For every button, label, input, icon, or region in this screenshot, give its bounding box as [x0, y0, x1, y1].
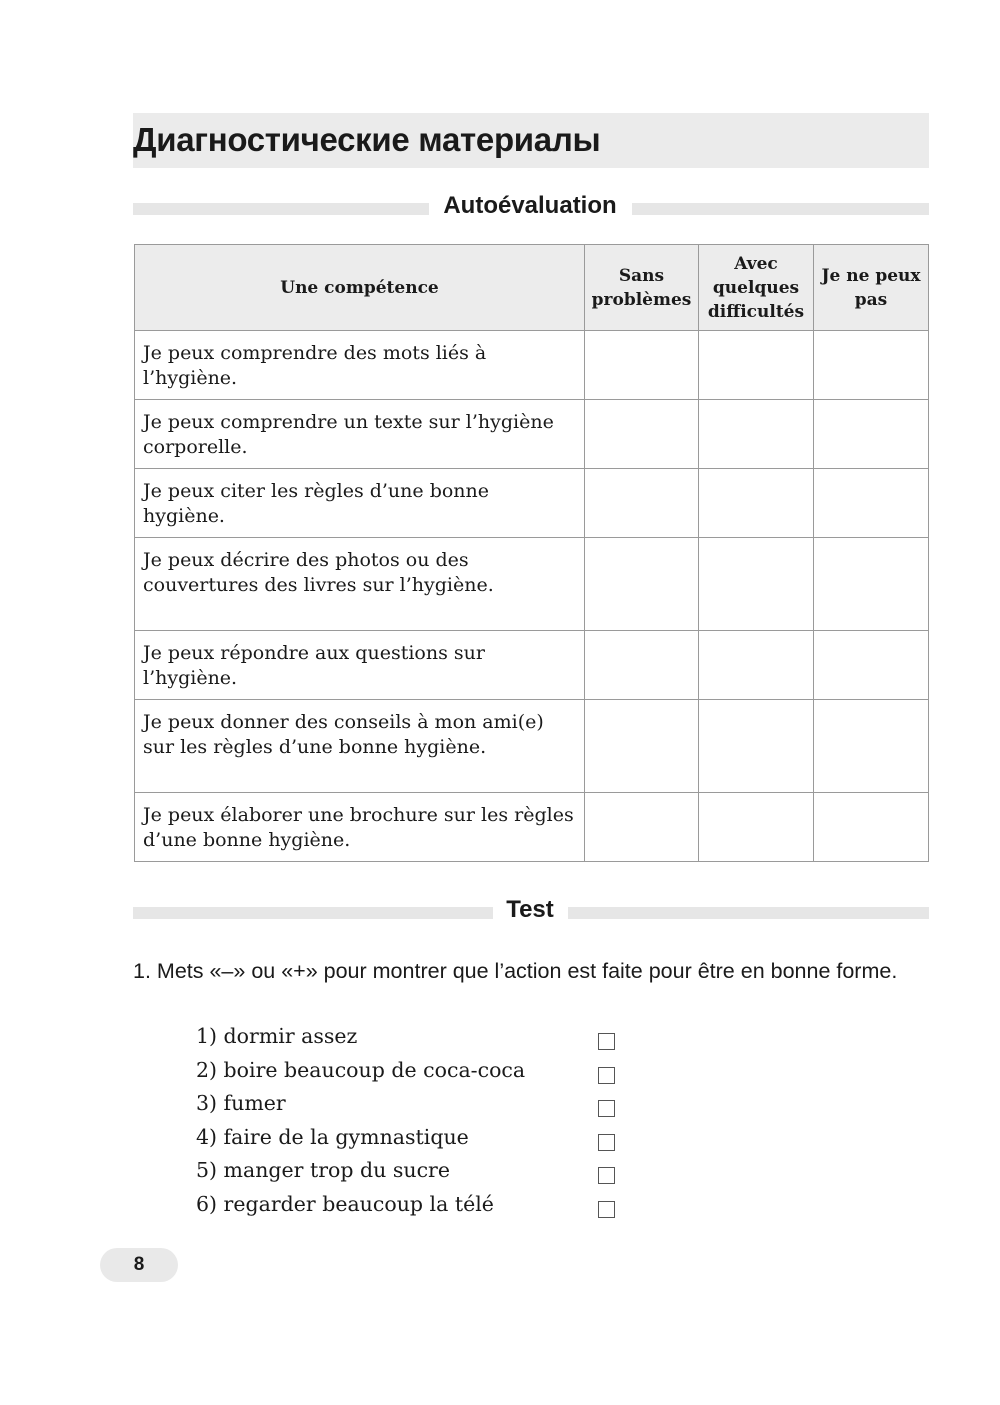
answer-checkbox[interactable]	[598, 1167, 615, 1184]
rating-cell-avec-difficultes[interactable]	[699, 400, 814, 469]
rating-cell-sans-problemes[interactable]	[585, 331, 699, 400]
header-rule-right	[632, 203, 929, 215]
column-header-avec-difficultes: Avec quelques difficultés	[699, 245, 814, 331]
competence-cell: Je peux comprendre un texte sur l’hygiène corporelle.	[135, 400, 585, 469]
list-item	[196, 1125, 626, 1159]
header-rule-left	[133, 907, 493, 919]
column-header-competence: Une compétence	[135, 245, 585, 331]
answer-checkbox[interactable]	[598, 1067, 615, 1084]
header-rule-right	[568, 907, 929, 919]
item-label: 1) dormir assez	[196, 1024, 358, 1048]
table-header-row	[135, 245, 929, 331]
rating-cell-je-ne-peux-pas[interactable]	[814, 538, 929, 631]
list-item	[196, 1158, 626, 1192]
item-label: 6) regarder beaucoup la télé	[196, 1191, 494, 1216]
rating-cell-je-ne-peux-pas[interactable]	[814, 631, 929, 700]
header-rule-left	[133, 203, 429, 215]
rating-cell-je-ne-peux-pas[interactable]	[814, 793, 929, 862]
rating-cell-avec-difficultes[interactable]	[699, 538, 814, 631]
competence-cell: Je peux décrire des photos ou des couvertures des livres sur l’hygiène.	[135, 538, 585, 631]
competence-cell: Je peux élaborer une brochure sur les règles d’une bonne hygiène.	[135, 793, 585, 862]
test-header	[133, 896, 929, 930]
column-header-je-ne-peux-pas: Je ne peux pas	[814, 245, 929, 331]
competence-cell: Je peux comprendre des mots liés à l’hygiène.	[135, 331, 585, 400]
rating-cell-avec-difficultes[interactable]	[699, 331, 814, 400]
rating-cell-sans-problemes[interactable]	[585, 400, 699, 469]
rating-cell-je-ne-peux-pas[interactable]	[814, 331, 929, 400]
self-assessment-table	[134, 244, 929, 862]
list-item	[196, 1058, 626, 1092]
rating-cell-avec-difficultes[interactable]	[699, 631, 814, 700]
competence-cell: Je peux donner des conseils à mon ami(e) sur les règles d’une bonne hygiène.	[135, 700, 585, 793]
rating-cell-sans-problemes[interactable]	[585, 793, 699, 862]
rating-cell-avec-difficultes[interactable]	[699, 793, 814, 862]
rating-cell-je-ne-peux-pas[interactable]	[814, 469, 929, 538]
item-label: 4) faire de la gymnastique	[196, 1124, 469, 1149]
table-row	[135, 469, 929, 538]
answer-checkbox[interactable]	[598, 1201, 615, 1218]
table-row	[135, 793, 929, 862]
table-row	[135, 400, 929, 469]
answer-checkbox[interactable]	[598, 1100, 615, 1117]
item-label: 3) fumer	[196, 1091, 286, 1116]
autoevaluation-header	[133, 192, 929, 226]
rating-cell-sans-problemes[interactable]	[585, 700, 699, 793]
autoevaluation-heading: Autoévaluation	[443, 192, 617, 219]
rating-cell-avec-difficultes[interactable]	[699, 469, 814, 538]
page-title: Диагностические материалы	[133, 121, 601, 158]
rating-cell-sans-problemes[interactable]	[585, 469, 699, 538]
rating-cell-sans-problemes[interactable]	[585, 631, 699, 700]
list-item	[196, 1192, 626, 1226]
item-label: 2) boire beaucoup de coca-coca	[196, 1057, 526, 1082]
rating-cell-sans-problemes[interactable]	[585, 538, 699, 631]
item-label: 5) manger trop du sucre	[196, 1158, 450, 1183]
rating-cell-avec-difficultes[interactable]	[699, 700, 814, 793]
table-row	[135, 331, 929, 400]
list-item	[196, 1024, 626, 1058]
answer-checkbox[interactable]	[598, 1134, 615, 1151]
table-row	[135, 538, 929, 631]
page-number: 8	[100, 1248, 178, 1282]
competence-cell: Je peux citer les règles d’une bonne hygiène.	[135, 469, 585, 538]
title-bar	[133, 113, 929, 168]
competence-cell: Je peux répondre aux questions sur l’hygiène.	[135, 631, 585, 700]
test-heading: Test	[506, 896, 554, 923]
table-row	[135, 631, 929, 700]
rating-cell-je-ne-peux-pas[interactable]	[814, 400, 929, 469]
list-item	[196, 1091, 626, 1125]
rating-cell-je-ne-peux-pas[interactable]	[814, 700, 929, 793]
answer-checkbox[interactable]	[598, 1033, 615, 1050]
answer-list	[196, 1024, 626, 1226]
table-row	[135, 700, 929, 793]
column-header-sans-problemes: Sans problèmes	[585, 245, 699, 331]
question-text: 1. Mets «–» ou «+» pour montrer que l’action est faite pour être en bonne forme.	[133, 959, 898, 983]
